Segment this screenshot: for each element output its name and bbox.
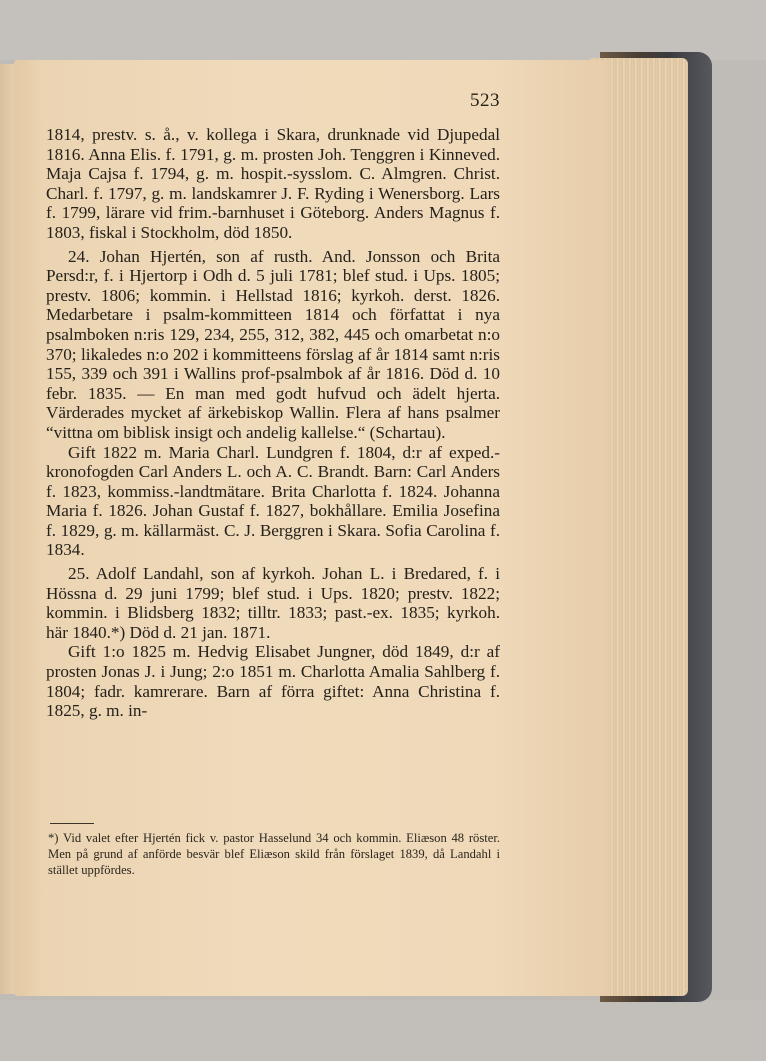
footnote: *) Vid valet efter Hjertén fick v. pastor Hasselund 34 och kommin. Eliæson 48 röster. Men på grund af anförde besvär blef Eliæson skild från förslaget 1839, då Landahl i stället uppfördes. — [48, 831, 500, 878]
paragraph-entry-25: 25. Adolf Landahl, son af kyrkoh. Johan L. i Bredared, f. i Hössna d. 29 juni 1799; blef stud. i Ups. 1820; prestv. 1822; kommin. i Blidsberg 1832; tilltr. 1833; past.-ex. 1835; kyrkoh. här 1840.*) Död d. 21 jan. 1871. — [46, 564, 500, 642]
paragraph-entry-24: 24. Johan Hjertén, son af rusth. And. Jonsson och Brita Persd:r, f. i Hjertorp i Odh d. 5 juli 1781; blef stud. i Ups. 1805; prestv. 1806; kommin. i Hellstad 1816; kyrkoh. derst. 1826. Medarbetare i psalm-kommitteen 1814 och författat i nya psalmboken n:ris 129, 234, 255, 312, 382, 445 och omarbetat n:o 370; likaledes n:o 202 i kommitteens förslag af år 1814 samt n:ris 155, 339 och 391 i Wallins prof-psalmbok af år 1816. Död d. 10 febr. 1835. — En man med godt hufvud och ädelt hjerta. Värderades mycket af ärkebiskop Wallin. Flera af hans psalmer “vittna om biblisk insigt och andelig kallelse.“ (Schartau). — [46, 246, 500, 442]
scan-background-top — [0, 0, 766, 60]
body-text — [46, 125, 500, 721]
footnote-rule — [50, 823, 94, 824]
paragraph-continuation: 1814, prestv. s. å., v. kollega i Skara, drunknade vid Djupedal 1816. Anna Elis. f. 1791, g. m. prosten Joh. Tenggren i Kinneved. Maja Cajsa f. 1794, g. m. hospit.-sysslom. C. Almgren. Christ. Charl. f. 1797, g. m. landskamrer J. F. Ryding i Wenersborg. Lars f. 1799, lärare vid frim.-barnhuset i Göteborg. Anders Magnus f. 1803, fiskal i Stockholm, död 1850. — [46, 125, 500, 242]
paragraph-marriage-25: Gift 1:o 1825 m. Hedvig Elisabet Jungner, död 1849, d:r af prosten Jonas J. i Jung; 2:o 1851 m. Charlotta Amalia Sahlberg f. 1804; fadr. kamrerare. Barn af förra giftet: Anna Christina f. 1825, g. m. in- — [46, 642, 500, 721]
paragraph-marriage-24: Gift 1822 m. Maria Charl. Lundgren f. 1804, d:r af exped.-kronofogden Carl Anders L. och A. C. Brandt. Barn: Carl Anders f. 1823, kommiss.-landtmätare. Brita Charlotta f. 1824. Johanna Maria f. 1826. Johan Gustaf f. 1827, bokhållare. Emilia Josefina f. 1829, g. m. källarmäst. C. J. Berggren i Skara. Sofia Carolina f. 1834. — [46, 442, 500, 560]
page-number: 523 — [470, 90, 500, 111]
scan-background-bottom — [0, 1000, 766, 1061]
